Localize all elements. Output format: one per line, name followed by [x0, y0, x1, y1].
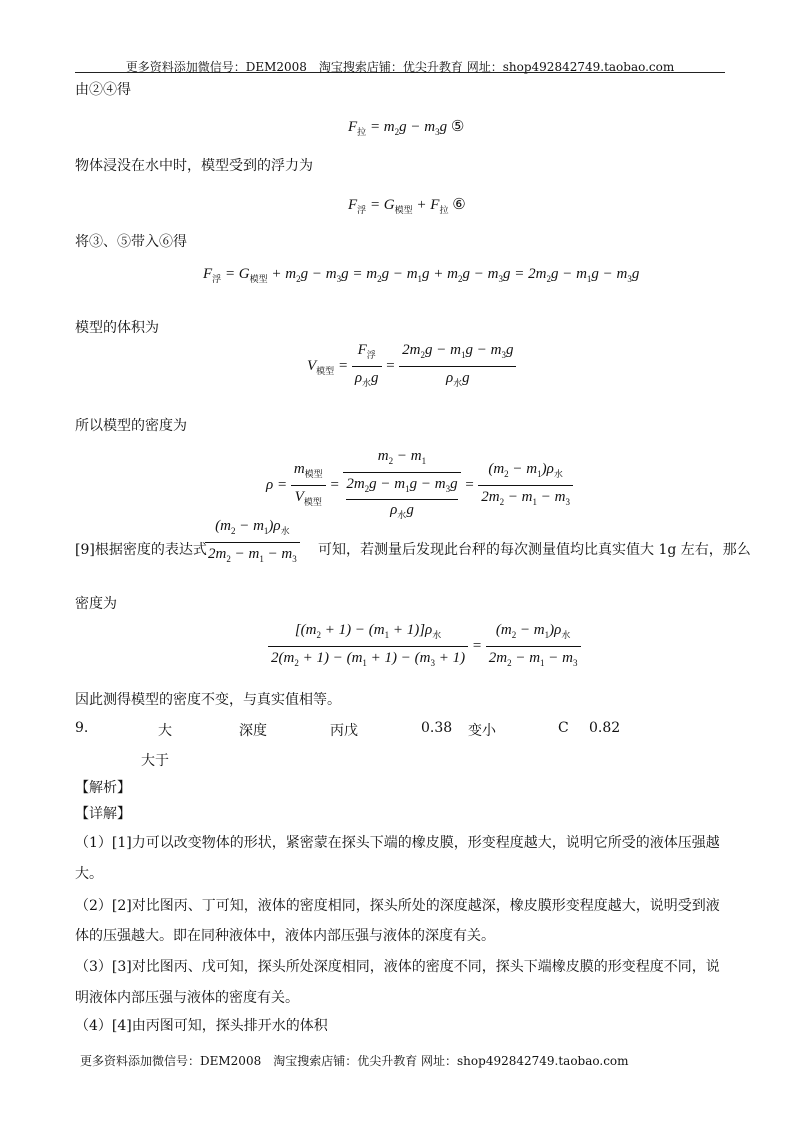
equation-density: ρ = $\frac{m_{模型}}{V_{模型}}$ = $m_2 - m_1$ $2m_2g - m_1g - m_3g$ $\rho_水g$ = $\frac{(m_2 - m_1)\rho_水}{2m_2 - m_1 - m_3}$ — [266, 446, 573, 525]
text-from-eq24: 由②④得 — [75, 82, 131, 98]
answer-cell: 0.82 — [589, 720, 621, 736]
text-model-volume: 模型的体积为 — [75, 320, 159, 336]
text-expression-intro: [9]根据密度的表达式 — [75, 542, 207, 558]
page-footer: 更多资料添加微信号：DEM2008 淘宝搜索店铺：优尖升教育 网址：shop492842749.taobao.com — [80, 1054, 629, 1068]
answer-number: 9. — [75, 720, 89, 736]
equation-5: $F_拉 = m_2g - m_3g$ ⑤ — [348, 117, 465, 137]
equation-volume: $V_{模型}$ = $\frac{F_浮}{\rho_水g}$ = $\frac{2m_2g - m_1g - m_3g}{\rho_水g}$ — [307, 340, 516, 393]
text-buoyancy-intro: 物体浸没在水中时，模型受到的浮力为 — [75, 158, 313, 174]
analysis-item-2-line-2: 体的压强越大。即在同种液体中，液体内部压强与液体的深度有关。 — [75, 928, 495, 944]
answer-cell: 大 — [158, 723, 172, 739]
analysis-item-2-line-1: （2）[2]对比图丙、丁可知，液体的密度相同，探头所处的深度越深，橡皮膜形变程度越大，说明受到液 — [75, 898, 720, 914]
answer-cell: C — [558, 720, 569, 736]
equation-buoyancy-expanded: $F_浮 = G_{模型} + m_2g - m_3g = m_2g - m_1g + m_2g - m_3g = 2m_2g - m_1g - m_3g$ — [203, 266, 640, 284]
equation-corrected-density: $\frac{[(m_2 + 1) - (m_1 + 1)]\rho_水}{2(m_2 + 1) - (m_1 + 1) - (m_3 + 1)}$ = $\frac{(m_2 - m_1)\rho_水}{2m_2 - m_1 - m_3}$ — [268, 620, 581, 673]
header-divider — [75, 72, 725, 73]
text-density-is: 密度为 — [75, 596, 117, 612]
analysis-item-4-line-1: （4）[4]由丙图可知，探头排开水的体积 — [75, 1018, 328, 1034]
equation-6: $F_浮 = G_{模型} + F_拉$ ⑥ — [348, 195, 466, 215]
text-model-density: 所以模型的密度为 — [75, 418, 187, 434]
answer-cell: 深度 — [239, 723, 267, 739]
answer-cell: 0.38 — [421, 720, 453, 736]
answer-cell: 丙戊 — [330, 723, 358, 739]
analysis-tag: 【解析】 — [75, 780, 131, 796]
equation-6-label: ⑥ — [452, 195, 466, 213]
text-density-unchanged: 因此测得模型的密度不变，与真实值相等。 — [75, 692, 341, 708]
analysis-item-3-line-1: （3）[3]对比图丙、戊可知，探头所处深度相同，液体的密度不同，探头下端橡皮膜的形变程度不同，说 — [75, 959, 720, 975]
inline-density-fraction: $\frac{(m_2 - m_1)\rho_水}{2m_2 - m_1 - m_3}$ — [205, 516, 300, 569]
analysis-item-1-line-2: 大。 — [75, 866, 103, 882]
text-expression-conclusion: 可知，若测量后发现此台秤的每次测量值均比真实值大 1g 左右，那么 — [318, 542, 751, 558]
equation-5-label: ⑤ — [450, 117, 465, 135]
analysis-item-3-line-2: 明液体内部压强与液体的密度有关。 — [75, 990, 299, 1006]
answer-cell: 变小 — [468, 723, 496, 739]
answer-cell-second-line: 大于 — [141, 753, 169, 769]
page-header: 更多资料添加微信号：DEM2008 淘宝搜索店铺：优尖升教育 网址：shop492842749.taobao.com — [125, 60, 675, 74]
analysis-item-1-line-1: （1）[1]力可以改变物体的形状，紧密蒙在探头下端的橡皮膜，形变程度越大，说明它所受的液体压强越 — [75, 835, 720, 851]
text-substitute: 将③、⑤带入⑥得 — [75, 234, 187, 250]
detail-tag: 【详解】 — [75, 806, 131, 822]
